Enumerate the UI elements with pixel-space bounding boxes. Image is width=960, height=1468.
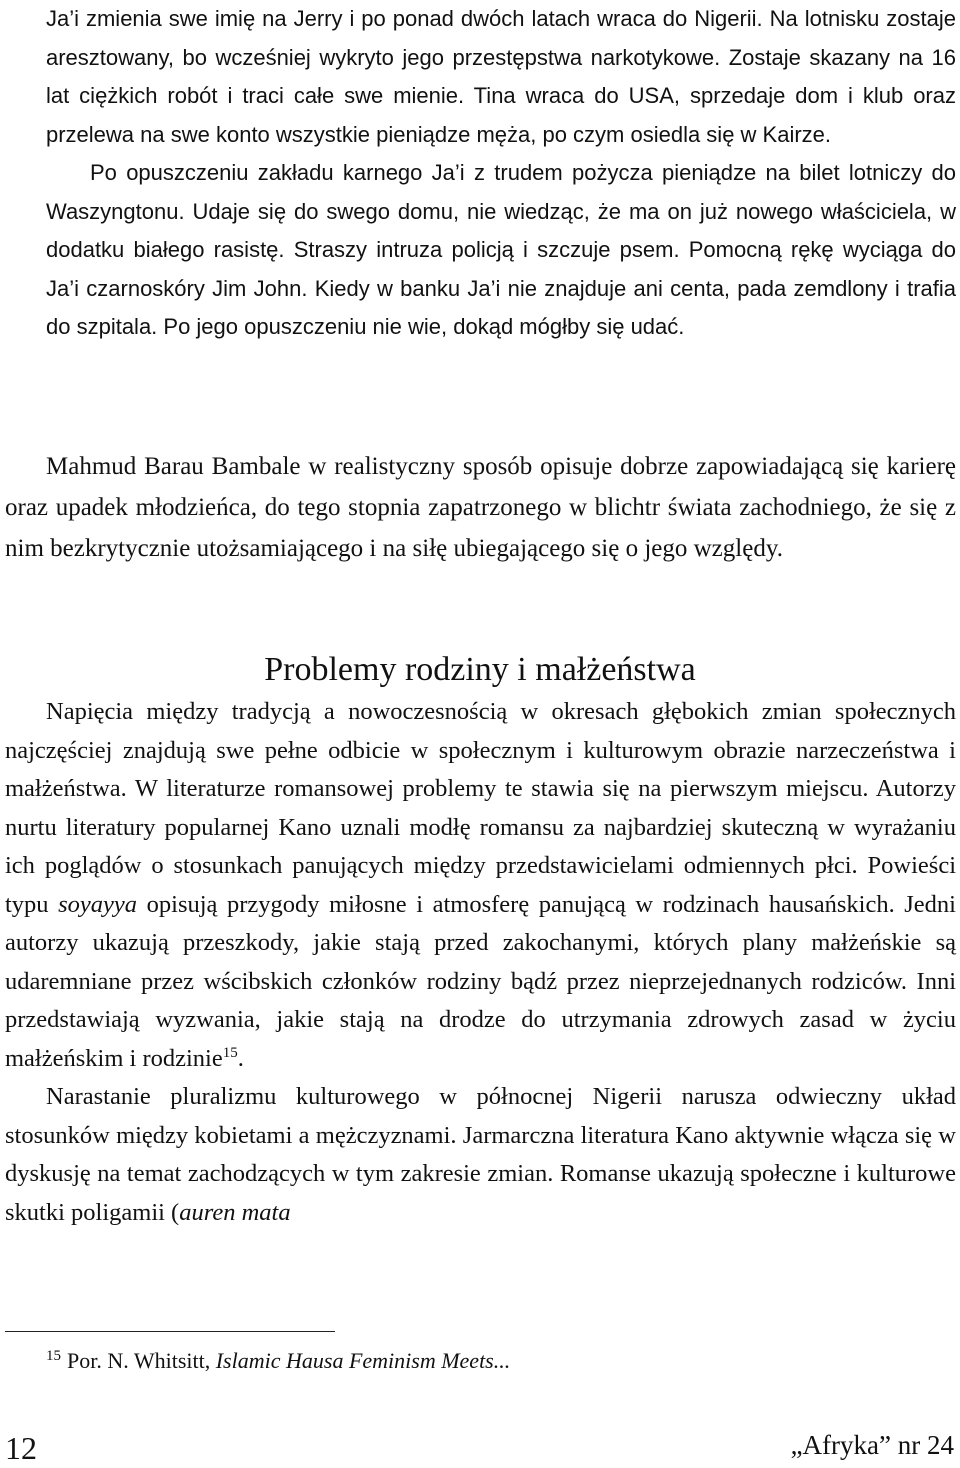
story-paragraph: Ja’i zmienia swe imię na Jerry i po ponad dwóch latach wraca do Nigerii. Na lotnisku zostaje aresztowany, bo wcześniej wykryto jego przestępstwa narkotykowe. Zostaje skazany na 16 lat ciężkich robót i traci całe swe mienie. Tina wraca do USA, sprzedaje dom i klub oraz przelewa na swe konto wszystkie pieniądze męża, po czym osiedla się w Kairze. [46, 6, 956, 147]
section-heading: Problemy rodziny i małżeństwa [264, 651, 696, 688]
footnote-italic-title: Islamic Hausa Feminism Meets... [215, 1348, 511, 1373]
summary-paragraph: Mahmud Barau Bambale w realistyczny sposób opisuje dobrze zapowiadającą się karierę oraz upadek młodzieńca, do tego stopnia zapatrzonego w blichtr świata zachodniego, że się z nim bezkrytycznie utożsamiającego i na siłę ubiegającego się o jego względy. [5, 453, 956, 562]
footnote [46, 1345, 946, 1377]
body-text: . [237, 1044, 244, 1072]
footnote-number: 15 [46, 1347, 61, 1364]
page-number: 12 [5, 1430, 37, 1466]
italic-term: soyayya [58, 890, 138, 918]
footnote-text: Por. N. Whitsitt, [67, 1348, 216, 1373]
italic-term: auren mata [179, 1198, 291, 1226]
footnote-divider [5, 1331, 335, 1332]
story-summary-block [46, 0, 956, 347]
body-text: Napięcia między tradycją a nowoczesnością w okresach głębokich zmian społecznych najczęściej znajdują swe pełne odbicie w społecznym i kulturowym obrazie narzeczeństwa i małżeństwa. W literaturze romansowej problemy te stawia się na pierwszym miejscu. Autorzy nurtu literatury popularnej Kano uznali modłę romansu za najbardziej skuteczną w wyrażaniu ich poglądów o stosunkach panujących między przedstawicielami odmiennych płci. Powieści typu [5, 698, 956, 918]
body-text: opisują przygody miłosne i atmosferę panującą w rodzinach hausańskich. Jedni autorzy ukazują przeszkody, jakie stają przed zakochanymi, których plany małżeńskie są udaremniane przez wścibskich członków rodziny bądź przez nieprzejednanych rodziców. Inni przedstawiają wyzwania, jakie stają na drodze do utrzymania zdrowych zasad w życiu małżeńskim i rodzinie [5, 890, 956, 1072]
body-paragraph [5, 693, 956, 1078]
body-text: Narastanie pluralizmu kulturowego w północnej Nigerii narusza odwieczny układ stosunków między kobietami a mężczyznami. Jarmarczna literatura Kano aktywnie włącza się w dyskusję na temat zachodzących w tym zakresie zmian. Romanse ukazują społeczne i kulturowe skutki poligamii ( [5, 1083, 956, 1226]
body-paragraph [5, 1078, 956, 1232]
story-paragraph: Po opuszczeniu zakładu karnego Ja’i z trudem pożycza pieniądze na bilet lotniczy do Waszyngtonu. Udaje się do swego domu, nie wiedząc, że ma on już nowego właściciela, w dodatku białego rasistę. Straszy intruza policją i szczuje psem. Pomocną rękę wyciąga do Ja’i czarnoskóry Jim John. Kiedy w banku Ja’i nie znajduje ani centa, pada zemdlony i trafia do szpitala. Po jego opuszczeniu nie wie, dokąd mógłby się udać. [46, 160, 956, 339]
section-body [5, 693, 956, 1232]
footnote-reference[interactable]: 15 [222, 1044, 238, 1061]
running-footer: „Afryka” nr 24 [790, 1430, 954, 1460]
